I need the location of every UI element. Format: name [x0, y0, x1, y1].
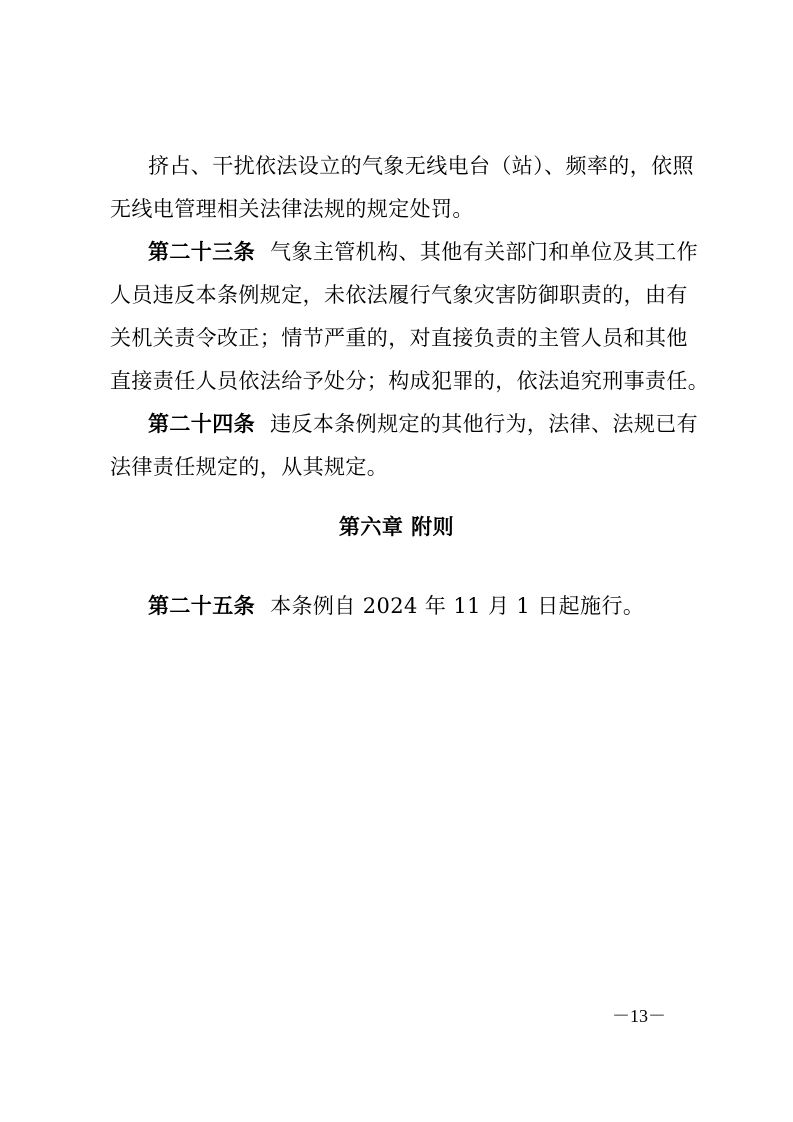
text: 本条例自 2024 年 11 月 1 日起施行。 [270, 594, 645, 618]
article-23-line [148, 238, 698, 266]
article-24-line [110, 453, 388, 481]
article-24-line [148, 410, 698, 438]
text: 直接责任人员依法给予处分；构成犯罪的，依法追究刑事责任。 [110, 369, 710, 393]
text: 违反本条例规定的其他行为，法律、法规已有 [270, 412, 699, 436]
article-24-heading: 第二十四条 [148, 412, 255, 436]
article-23-heading: 第二十三条 [148, 240, 255, 264]
page-number: －13－ [612, 1006, 666, 1026]
text: 气象主管机构、其他有关部门和单位及其工作 [270, 240, 699, 264]
paragraph-line [110, 195, 474, 223]
article-25-heading: 第二十五条 [148, 594, 255, 618]
text: 挤占、干扰依法设立的气象无线电台（站）、频率的，依照 [148, 154, 694, 178]
article-23-line [110, 367, 709, 395]
text: 关机关责令改正；情节严重的，对直接负责的主管人员和其他 [110, 326, 688, 350]
chapter-title: 第六章 附则 [338, 515, 455, 539]
article-23-line [110, 281, 688, 309]
text: 人员违反本条例规定，未依法履行气象灾害防御职责的，由有 [110, 283, 688, 307]
text: 法律责任规定的，从其规定。 [110, 455, 389, 479]
article-23-line [110, 324, 688, 352]
text: 无线电管理相关法律法规的规定处罚。 [110, 197, 474, 221]
article-25-line [148, 592, 644, 620]
paragraph-line [148, 152, 694, 180]
